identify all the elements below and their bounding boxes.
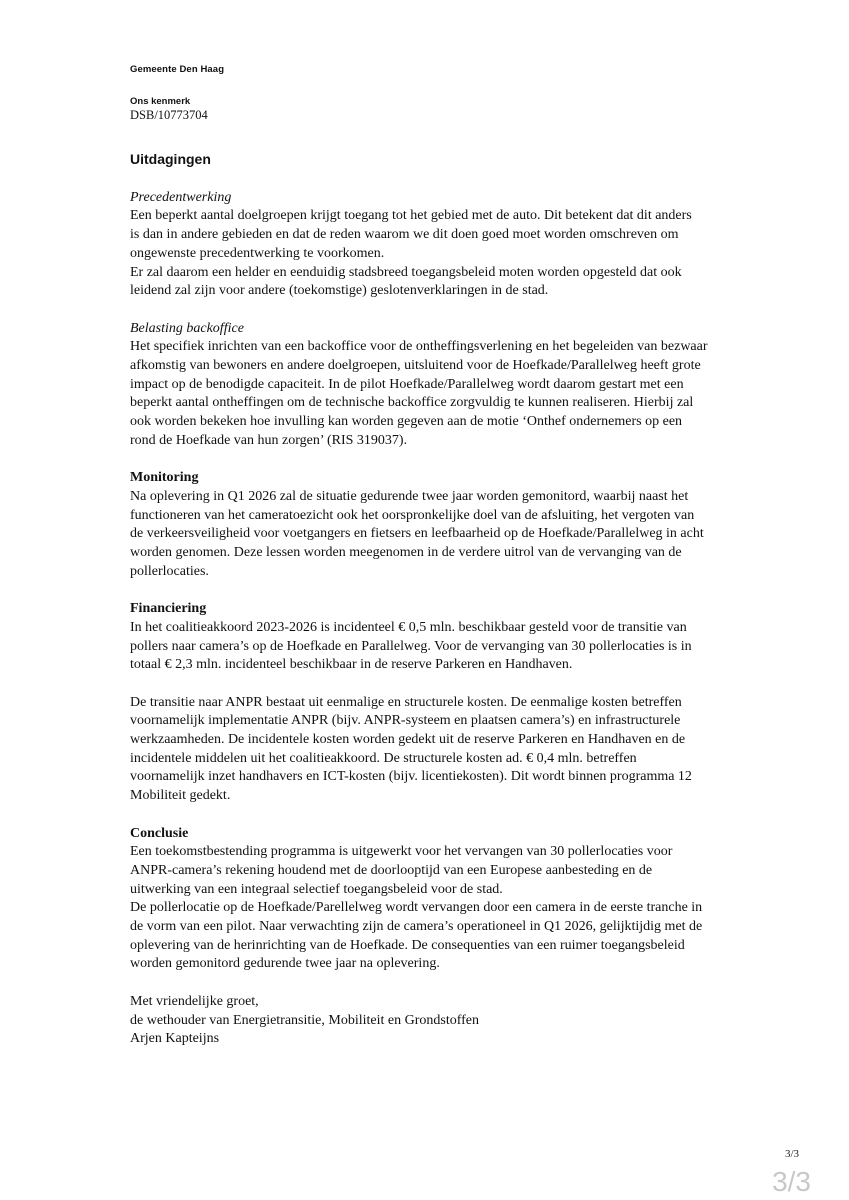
paragraph-line: rond de Hoefkade van hun zorgen’ (RIS 319037). bbox=[130, 432, 408, 448]
paragraph-line: is dan in andere gebieden en dat de reden waarom we dit doen goed moet worden omschreven om bbox=[130, 227, 679, 243]
conclusion-heading: Conclusie bbox=[130, 825, 189, 841]
signature-block bbox=[130, 993, 750, 1049]
paragraph-line: de verkeersveiligheid voor voetgangers en fietsers en leefbaarheid op de Hoefkade/Parallelweg in acht bbox=[130, 526, 704, 542]
financing-heading: Financiering bbox=[130, 601, 207, 617]
paragraph-line: Het specifiek inrichten van een backoffice voor de ontheffingsverlening en het begeleiden van bezwaar bbox=[130, 339, 708, 355]
paragraph-line: impact op de benodigde capaciteit. In de pilot Hoefkade/Parallelweg wordt daarom gestart met een bbox=[130, 376, 684, 392]
reference-label: Ons kenmerk bbox=[130, 96, 191, 107]
precedent-section bbox=[130, 189, 750, 301]
paragraph-line: De transitie naar ANPR bestaat uit eenmalige en structurele kosten. De eenmalige kosten betreffen bbox=[130, 694, 682, 710]
reference-number: DSB/10773704 bbox=[130, 108, 208, 122]
section-title-challenges: Uitdagingen bbox=[130, 151, 211, 167]
paragraph-line: afkomstig van bewoners en andere doelgroepen, uitsluitend voor de Hoefkade/Parallelweg heeft grote bbox=[130, 358, 701, 374]
paragraph-line: ANPR-camera’s rekening houdend met de doorlooptijd van een Europese aanbesteding en de bbox=[130, 862, 653, 878]
paragraph-line: In het coalitieakkoord 2023-2026 is incidenteel € 0,5 mln. beschikbaar gesteld voor de transitie van bbox=[130, 619, 687, 635]
paragraph-line: ongewenste precedentwerking te voorkomen. bbox=[130, 245, 385, 261]
paragraph-line: oplevering van de herinrichting van de Hoefkade. De consequenties van een ruimer toegangsbeleid bbox=[130, 937, 685, 953]
paragraph-line: functioneren van het cameratoezicht ook het oorspronkelijke doel van de afsluiting, het vergoten van bbox=[130, 507, 695, 523]
signatory-role: de wethouder van Energietransitie, Mobiliteit en Grondstoffen bbox=[130, 1012, 480, 1028]
paragraph-line: totaal € 2,3 mln. incidenteel beschikbaar in de reserve Parkeren en Handhaven. bbox=[130, 657, 573, 673]
precedent-heading: Precedentwerking bbox=[130, 189, 232, 205]
paragraph-line: worden genomen. Deze lessen worden meegenomen in de verdere uitrol van de vervanging van de bbox=[130, 545, 682, 561]
backoffice-section bbox=[130, 320, 750, 451]
closing-greeting: Met vriendelijke groet, bbox=[130, 993, 259, 1009]
paragraph-line: pollers naar camera’s op de Hoefkade en Parallelweg. Voor de vervanging van 30 pollerlocaties is in bbox=[130, 638, 692, 654]
paragraph-line: Een toekomstbestending programma is uitgewerkt voor het vervangen van 30 pollerlocaties voor bbox=[130, 844, 673, 860]
paragraph-line: uitwerking van een integraal selectief toegangsbeleid voor de stad. bbox=[130, 881, 503, 897]
paragraph-line: pollerlocaties. bbox=[130, 563, 209, 579]
monitoring-section bbox=[130, 469, 750, 581]
backoffice-heading: Belasting backoffice bbox=[130, 320, 244, 336]
organization-name: Gemeente Den Haag bbox=[130, 64, 225, 75]
paragraph-line: Een beperkt aantal doelgroepen krijgt toegang tot het gebied met de auto. Dit betekent dat dit anders bbox=[130, 208, 692, 224]
paragraph-line: voornamelijk inzet handhavers en ICT-kosten (bijv. licentiekosten). Dit wordt binnen programma 12 bbox=[130, 769, 692, 785]
paragraph-line: worden gemonitord gedurende twee jaar na oplevering. bbox=[130, 956, 440, 972]
paragraph-line: Er zal daarom een helder en eenduidig stadsbreed toegangsbeleid moten worden opgesteld dat ook bbox=[130, 264, 682, 280]
financing-costs-paragraph bbox=[130, 694, 750, 806]
paragraph-line: voornamelijk implementatie ANPR (bijv. ANPR-systeem en plaatsen camera’s) en infrastructurele bbox=[130, 713, 681, 729]
paragraph-line: ook worden bekeken hoe invulling kan worden gegeven aan de motie ‘Onthef ondernemers op een bbox=[130, 414, 683, 430]
page-indicator-overlay: 3/3 bbox=[772, 1166, 811, 1197]
paragraph-line: Na oplevering in Q1 2026 zal de situatie gedurende twee jaar worden gemonitord, waarbij naast het bbox=[130, 488, 689, 504]
paragraph-line: De pollerlocatie op de Hoefkade/Parellelweg wordt vervangen door een camera in de eerste tranche in bbox=[130, 900, 703, 916]
paragraph-line: beperkt aantal ontheffingen om de technische backoffice zorgvuldig te kunnen realiseren. Hierbij zal bbox=[130, 395, 694, 411]
page-number: 3/3 bbox=[784, 1148, 799, 1160]
paragraph-line: werkzaamheden. De incidentele kosten worden gedekt uit de reserve Parkeren en Handhaven en de bbox=[130, 732, 686, 748]
monitoring-heading: Monitoring bbox=[130, 470, 199, 486]
letter-body bbox=[130, 150, 750, 1068]
paragraph-line: incidentele middelen uit het coalitieakkoord. De structurele kosten ad. € 0,4 mln. betreffen bbox=[130, 750, 637, 766]
paragraph-line: Mobiliteit gedekt. bbox=[130, 788, 231, 804]
signatory-name: Arjen Kapteijns bbox=[130, 1031, 220, 1047]
paragraph-line: leidend zal zijn voor andere (toekomstige) geslotenverklaringen in de stad. bbox=[130, 283, 549, 299]
conclusion-section bbox=[130, 825, 750, 975]
financing-section bbox=[130, 600, 750, 675]
paragraph-line: de vorm van een pilot. Naar verwachting zijn de camera’s operationeel in Q1 2026, gelijktijdig met de bbox=[130, 919, 703, 935]
